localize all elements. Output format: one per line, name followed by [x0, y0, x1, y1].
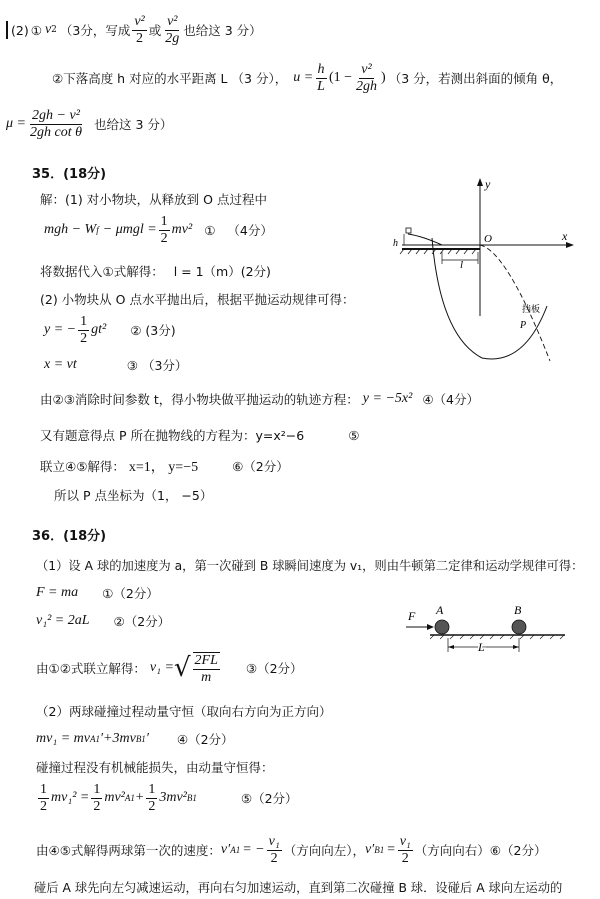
L-label: L [478, 640, 485, 654]
part-label: (2) [11, 22, 29, 38]
q36-line3: （2）两球碰撞过程动量守恒（取向右方向为正方向） [36, 704, 332, 719]
frac-num: v₁ [268, 833, 280, 849]
mu-equals: μ = [6, 116, 26, 131]
fraction-v2-over-2gh [354, 63, 379, 94]
sqrt-expression [174, 652, 222, 685]
y-label: y [485, 177, 491, 191]
sub-A1: A1 [230, 845, 241, 855]
force-label: F [408, 609, 416, 623]
frac-num: v² [167, 13, 178, 29]
L-arrow-left [448, 645, 454, 649]
frac-den: m [201, 669, 212, 685]
frac-num: v² [134, 13, 145, 29]
frac-num: h [317, 61, 325, 77]
line-value: l = 1（m）(2分) [173, 264, 271, 279]
eq: v₁² = 2aL [36, 613, 90, 628]
eq-rhs: gt² [91, 322, 107, 337]
fraction-v1-over-2-a [267, 835, 282, 866]
eq-sub: f [96, 225, 99, 235]
circle-num-1: ① [30, 22, 42, 38]
eq-b: mv² [104, 790, 125, 805]
frac-den: 2 [93, 798, 101, 814]
frac-num: 1 [40, 781, 47, 797]
score: （4分） [227, 223, 273, 238]
fraction-half [78, 315, 89, 346]
line-text: 由④⑤式解得两球第一次的速度： [36, 843, 221, 858]
h-label: h [393, 238, 398, 249]
frac-den: 2g [165, 30, 180, 46]
circle-num: ① [204, 222, 216, 238]
q36-line1: （1）设 A 球的加速度为 a，第一次碰到 B 球瞬间速度为 v₁，则由牛顿第二定律和运动学规律可得： [36, 559, 584, 573]
v-exponent: 2 [51, 25, 57, 35]
sub-A1: A1 [124, 793, 135, 803]
score: ③（2分） [245, 661, 303, 676]
also-score-text-2: 也给这 3 分） [93, 117, 173, 132]
q34-line2 [52, 58, 562, 98]
q36-line6: 碰后 A 球先向左匀减速运动，再向右匀加速运动，直到第二次碰撞 B 球．设碰后 A 球向左运动的 [34, 881, 563, 895]
ball-A [435, 620, 449, 634]
trajectory-equation: y = −5x² [362, 391, 413, 406]
frac-den: 2 [160, 230, 168, 246]
line-text: 由②③消除时间参数 t，得小物块做平抛运动的轨迹方程： [40, 392, 359, 407]
fraction-v2-over-2 [132, 15, 146, 46]
circle-num: ⑤ [348, 428, 360, 443]
eq: F = ma [36, 585, 79, 600]
line-text: 将数据代入①式解得： [40, 264, 164, 279]
line-text: 又有题意得点 P 所在抛物线的方程为：y=x²−6 [40, 428, 305, 443]
q36-eq1 [36, 584, 159, 602]
sub-B1: B1 [374, 845, 385, 855]
frac-den: L [317, 78, 325, 94]
eq-rhs: mv² [171, 222, 193, 237]
fraction-half-1 [38, 783, 49, 814]
eq-end: ′ [145, 731, 149, 746]
eq: x = vt [44, 357, 77, 372]
frac-den: 2 [401, 850, 409, 866]
q35-eq2 [44, 312, 176, 348]
paren-open: (1 − [328, 70, 353, 85]
sub-A1: A1 [89, 734, 100, 744]
score: ② (3分) [130, 323, 176, 338]
q36-eq5 [36, 778, 298, 818]
fraction-2FL-over-m [193, 652, 220, 685]
vB1: v′ [364, 842, 375, 857]
score: ①（2分） [102, 586, 159, 601]
q35-line4 [40, 390, 479, 408]
v-symbol: v [44, 22, 52, 37]
paren-close: ) [381, 70, 386, 85]
or-text: 或 [148, 23, 162, 38]
q35-line1: 解：(1) 对小物块，从释放到 O 点过程中 [40, 192, 267, 207]
frac-num: v² [361, 61, 372, 77]
frac-den: 2 [270, 850, 278, 866]
frac-den: 2 [80, 330, 88, 346]
q35-line5 [40, 426, 359, 444]
score-text-3: （3 分，若测出斜面的倾角 θ， [388, 71, 563, 86]
fraction-half [159, 215, 170, 246]
score: ④（2分） [176, 732, 234, 747]
q36-eq4 [36, 730, 234, 748]
q34-line1 [6, 12, 262, 48]
score: ⑥（2分） [232, 459, 289, 474]
fraction-half-2 [91, 783, 102, 814]
vA1-eq: = − [242, 842, 265, 857]
ball-A-label: A [436, 603, 444, 617]
also-score-text: 也给这 3 分） [183, 23, 262, 38]
board-label: 挡板 [522, 305, 541, 315]
frac-num: 2FL [194, 652, 218, 668]
frac-num: 2gh − v² [32, 107, 80, 123]
y-arrow [477, 178, 483, 186]
ramp-curve [408, 234, 442, 245]
circle-2-text: ②下落高度 h 对应的水平距离 L [52, 71, 228, 86]
q36-title: 36．(18分) [32, 529, 107, 544]
eq-d: 3mv² [159, 790, 187, 805]
line-text: 联立④⑤解得： [40, 459, 125, 474]
sub-B1: B1 [135, 734, 146, 744]
q36-line4: 碰撞过程没有机械能损失，由动量守恒得： [36, 760, 274, 775]
score: ⑤（2分） [240, 791, 298, 806]
q35-title: 35．(18分) [32, 167, 107, 182]
direction-right: （方向向右）⑥（2分） [414, 843, 547, 858]
fraction-half-3 [146, 783, 157, 814]
frac-num: 1 [80, 313, 88, 329]
small-block [406, 228, 411, 233]
trajectory-dashed [480, 245, 550, 361]
score: ③ （3分） [126, 358, 188, 373]
solution: x=1， y=−5 [128, 460, 199, 475]
eq-lhs: y = − [44, 322, 77, 337]
frac-num: 1 [160, 213, 168, 229]
q35-line2 [40, 262, 271, 280]
ball-B [512, 620, 526, 634]
fraction-mu [28, 109, 84, 140]
frac-den: 2gh cot θ [29, 124, 82, 140]
direction-left: （方向向左）， [283, 843, 365, 858]
fraction-h-over-L [315, 63, 327, 94]
board-parabola [432, 238, 547, 359]
ball-B-label: B [514, 603, 522, 617]
q36-line5 [36, 830, 546, 870]
line-text: 由①②式联立解得： [36, 661, 146, 676]
frac-num: 1 [93, 781, 101, 797]
q35-eq1 [44, 212, 273, 248]
frac-num: v₁ [399, 833, 411, 849]
fraction-v2-over-2g [163, 15, 181, 46]
q35-line3: (2) 小物块从 O 点水平抛出后，根据平抛运动规律可得： [40, 292, 355, 307]
eq-a: mv₁² = [51, 790, 90, 805]
margin-bar [6, 21, 8, 39]
eq-mid: ′+3mv [99, 731, 136, 746]
v1-lhs: v₁ = [149, 660, 174, 675]
q36-eq2 [36, 612, 170, 630]
q36-line2 [36, 648, 303, 688]
eq-lhs: mgh − W [44, 222, 97, 237]
fraction-v1-over-2-b [398, 835, 413, 866]
q35-line7: 所以 P 点坐标为（1， −5） [54, 488, 213, 503]
sub-B1: B1 [186, 793, 197, 803]
score: ④（4分） [422, 392, 479, 407]
q34-line3 [6, 104, 172, 144]
frac-den: 2 [136, 30, 144, 46]
q35-line6 [40, 456, 289, 476]
eq-lhs: mv₁ = mv [36, 731, 90, 746]
eq-mid: − μmgl = [102, 222, 157, 237]
l-label: l [460, 259, 464, 271]
frac-den: 2gh [356, 78, 378, 94]
x-label: x [562, 229, 568, 243]
frac-num: 1 [148, 781, 156, 797]
point-P-label: P [520, 320, 527, 331]
q35-parabola-figure [392, 176, 592, 366]
radical-sign: √ [173, 653, 191, 683]
vA1: v′ [220, 842, 231, 857]
score-text-1: （3分，写成 [59, 23, 131, 38]
origin-label: O [484, 233, 492, 245]
q36-balls-figure [400, 600, 570, 660]
u-equals: u = [293, 70, 314, 85]
score: ②（2分） [113, 614, 171, 629]
q35-eq3 [44, 356, 187, 374]
frac-den: 2 [40, 798, 47, 814]
eq-plus: + [134, 790, 145, 805]
score-text-2: （3 分）， [231, 71, 288, 86]
vB1-eq: = [386, 842, 396, 857]
frac-den: 2 [148, 798, 156, 814]
L-arrow-right [513, 645, 519, 649]
force-arrowhead [427, 624, 434, 630]
